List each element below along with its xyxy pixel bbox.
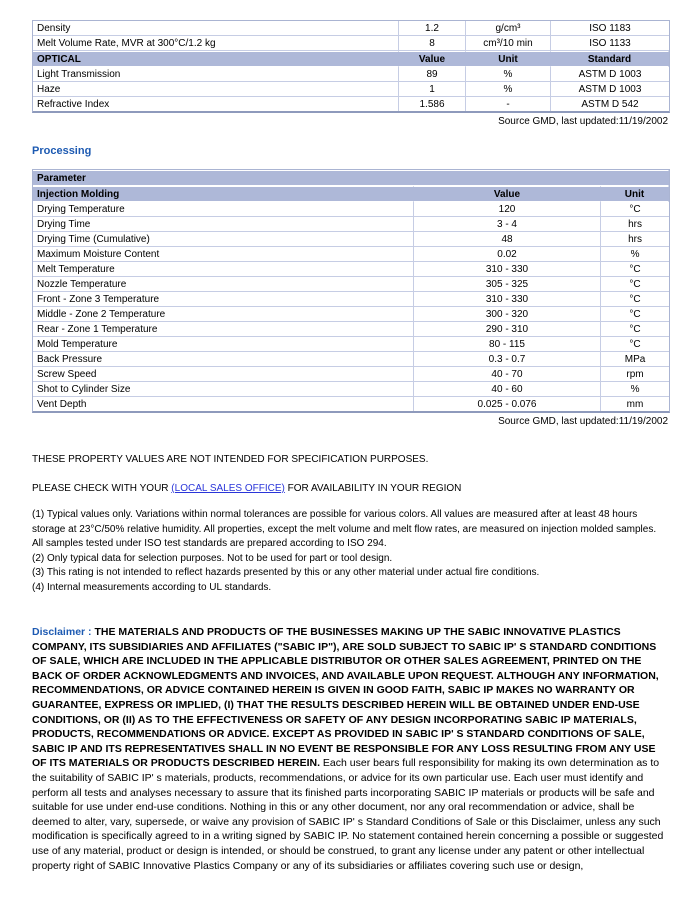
table-row [33, 67, 669, 82]
parameter-header-row [33, 170, 669, 186]
disclaimer-bold-text: THE MATERIALS AND PRODUCTS OF THE BUSINESSES MAKING UP THE SABIC INNOVATIVE PLASTICS COMPANY, ITS SUBSIDIARIES AND AFFILIATES ("SABIC IP"), ARE SOLD SUBJECT TO SABIC IP' S STANDARD CONDITIONS OF SALE, WHICH ARE INCLUDED IN THE APPLICABLE DISTRIBUTOR OR OTHER SALES AGREEMENT, PRINTED ON THE BACK OF ORDER ACKNOWLEDGMENTS AND INVOICES, AND AVAILABLE UPON REQUEST. ALTHOUGH ANY INFORMATION, RECOMMENDATIONS, OR ADVICE CONTAINED HEREIN IS GIVEN IN GOOD FAITH, SABIC IP MAKES NO WARRANTY OR GUARANTEE, EXPRESS OR IMPLIED, (I) THAT THE RESULTS DESCRIBED HEREIN WILL BE OBTAINED UNDER END-USE CONDITIONS, OR (II) AS TO THE EFFECTIVENESS OR SAFETY OF ANY DESIGN INCORPORATING SABIC IP MATERIALS, PRODUCTS, RECOMMENDATIONS OR ADVICE. EXCEPT AS PROVIDED IN SABIC IP' S STANDARD CONDITIONS OF SALE, SABIC IP AND ITS REPRESENTATIVES SHALL IN NO EVENT BE RESPONSIBLE FOR ANY LOSS RESULTING FROM ANY USE OF ITS MATERIALS OR PRODUCTS DESCRIBED HEREIN. [32, 626, 659, 770]
parameter-unit: rpm [601, 367, 669, 382]
standard-column-header: Standard [551, 51, 669, 67]
parameter-name: Maximum Moisture Content [33, 247, 414, 262]
parameter-value: 300 - 320 [414, 307, 601, 322]
parameter-value: 48 [414, 232, 601, 247]
injection-molding-label: Injection Molding [33, 186, 414, 202]
parameter-unit: °C [601, 202, 669, 217]
table-row [33, 262, 669, 277]
parameter-value: 310 - 330 [414, 262, 601, 277]
parameter-name: Vent Depth [33, 397, 414, 411]
parameter-unit: °C [601, 322, 669, 337]
property-name: Melt Volume Rate, MVR at 300°C/1.2 kg [33, 36, 399, 51]
property-unit: cm³/10 min [466, 36, 551, 51]
property-value: 1 [399, 82, 466, 97]
parameter-value: 80 - 115 [414, 337, 601, 352]
property-standard: ASTM D 542 [581, 98, 639, 110]
parameter-unit: mm [626, 398, 644, 410]
table-row [33, 21, 669, 36]
parameter-name: Shot to Cylinder Size [33, 382, 414, 397]
table-row [33, 367, 669, 382]
parameter-value: 0.3 - 0.7 [414, 352, 601, 367]
parameter-unit: MPa [601, 352, 669, 367]
parameter-name: Mold Temperature [33, 337, 414, 352]
parameter-name: Drying Temperature [33, 202, 414, 217]
parameter-name: Drying Time (Cumulative) [33, 232, 414, 247]
property-standard: ISO 1133 [551, 36, 669, 51]
table-row [33, 307, 669, 322]
parameter-unit: % [601, 247, 669, 262]
parameter-unit: hrs [601, 217, 669, 232]
table-row [33, 82, 669, 97]
footnote-line: (3) This rating is not intended to reflect hazards presented by this or any other material under actual fire conditions. [32, 567, 540, 578]
footnotes [32, 508, 668, 595]
table-row [33, 232, 669, 247]
parameter-value: 0.02 [414, 247, 601, 262]
parameter-name: Front - Zone 3 Temperature [33, 292, 414, 307]
value-column-header: Value [399, 51, 466, 67]
property-unit: % [466, 82, 551, 97]
table-row [33, 292, 669, 307]
parameter-name: Rear - Zone 1 Temperature [33, 322, 414, 337]
property-name: Light Transmission [33, 67, 399, 82]
table-row [33, 36, 669, 51]
optical-section-label: OPTICAL [33, 51, 399, 67]
property-standard: ASTM D 1003 [551, 67, 669, 82]
specification-note: THESE PROPERTY VALUES ARE NOT INTENDED FOR SPECIFICATION PURPOSES. [32, 454, 429, 465]
property-value: 89 [399, 67, 466, 82]
parameter-value: 3 - 4 [414, 217, 601, 232]
table-row [33, 322, 669, 337]
property-standard: ASTM D 1003 [551, 82, 669, 97]
table-row [33, 277, 669, 292]
parameter-value: 310 - 330 [414, 292, 601, 307]
parameter-name: Screw Speed [33, 367, 414, 382]
parameter-name: Back Pressure [33, 352, 414, 367]
parameter-value: 290 - 310 [414, 322, 601, 337]
availability-text-after: FOR AVAILABILITY IN YOUR REGION [287, 483, 462, 494]
table-row [33, 247, 669, 262]
parameter-value: 40 - 60 [414, 382, 601, 397]
property-standard: ISO 1183 [551, 21, 669, 36]
parameter-unit: % [601, 382, 669, 397]
footnote-line: (4) Internal measurements according to UL standards. [32, 581, 272, 593]
footnote-line: (1) Typical values only. Variations within normal tolerances are possible for various colors. All values are measured after at least 48 hours storage at 23°C/50% relative humidity. All properties, except the melt volume and melt flow rates, are measured on injection molded samples. All samples tested under ISO test standards are prepared according to ISO 294. [32, 509, 657, 549]
property-name: Haze [33, 82, 399, 97]
disclaimer-regular-text: Each user bears full responsibility for making its own determination as to the suitability of SABIC IP' s materials, products, recommendations, or advice for its own particular use. Each user must identify and perform all tests and analyses necessary to assure that its finished parts incorporating SABIC IP materials or products will be safe and suitable for use under end-use conditions. Nothing in this or any other document, nor any oral recommendation or advice, shall be deemed to alter, vary, supersede, or waive any provision of SABIC IP' s Standard Conditions of Sale or this Disclaimer, unless any such modification is specifically agreed to in a writing signed by SABIC IP. No statement contained herein concerning a possible or suggested use of any material, product or design is intended, or should be construed, to grant any license under any patent or other intellectual property right of SABIC Innovative Plastics Company or any of its subsidiaries or affiliates covering such use or design, [32, 757, 664, 872]
parameter-value: 0.025 - 0.076 [414, 397, 601, 411]
parameter-name: Melt Temperature [33, 262, 414, 277]
property-unit: g/cm³ [466, 21, 551, 36]
parameter-unit: °C [601, 262, 669, 277]
footnote-line: (2) Only typical data for selection purposes. Not to be used for part or tool design. [32, 552, 393, 564]
table-row [33, 382, 669, 397]
value-column-header: Value [414, 186, 601, 202]
source-note: Source GMD, last updated:11/19/2002 [498, 116, 668, 127]
parameter-value: 120 [414, 202, 601, 217]
source-note: Source GMD, last updated:11/19/2002 [498, 416, 668, 427]
unit-column-header: Unit [466, 51, 551, 67]
parameter-group-header: Parameter [33, 170, 669, 186]
processing-table [32, 169, 670, 413]
parameter-unit: °C [601, 307, 669, 322]
table-row [33, 217, 669, 232]
parameter-value: 40 - 70 [414, 367, 601, 382]
property-name: Refractive Index [33, 97, 399, 111]
properties-table [32, 20, 670, 113]
parameter-name: Drying Time [33, 217, 414, 232]
unit-column-header: Unit [601, 186, 669, 202]
parameter-name: Middle - Zone 2 Temperature [33, 307, 414, 322]
optical-header-row [33, 51, 669, 67]
property-name: Density [33, 21, 399, 36]
local-sales-office-link[interactable]: (LOCAL SALES OFFICE) [171, 483, 285, 494]
disclaimer-paragraph [32, 625, 668, 873]
parameter-unit: hrs [601, 232, 669, 247]
property-value: 8 [399, 36, 466, 51]
table-row [33, 352, 669, 367]
injection-molding-header-row [33, 186, 669, 202]
processing-heading: Processing [32, 145, 92, 157]
parameter-unit: °C [601, 277, 669, 292]
table-row [33, 337, 669, 352]
availability-note [32, 483, 668, 494]
parameter-unit: °C [601, 337, 669, 352]
parameter-unit: °C [601, 292, 669, 307]
parameter-value: 305 - 325 [414, 277, 601, 292]
table-row [33, 202, 669, 217]
property-unit: - [466, 97, 551, 111]
table-row [33, 397, 669, 411]
table-row [33, 97, 669, 111]
parameter-name: Nozzle Temperature [33, 277, 414, 292]
property-value: 1.2 [399, 21, 466, 36]
disclaimer-label: Disclaimer : [32, 626, 92, 638]
property-unit: % [466, 67, 551, 82]
property-value: 1.586 [399, 97, 466, 111]
availability-text-before: PLEASE CHECK WITH YOUR [32, 483, 169, 494]
